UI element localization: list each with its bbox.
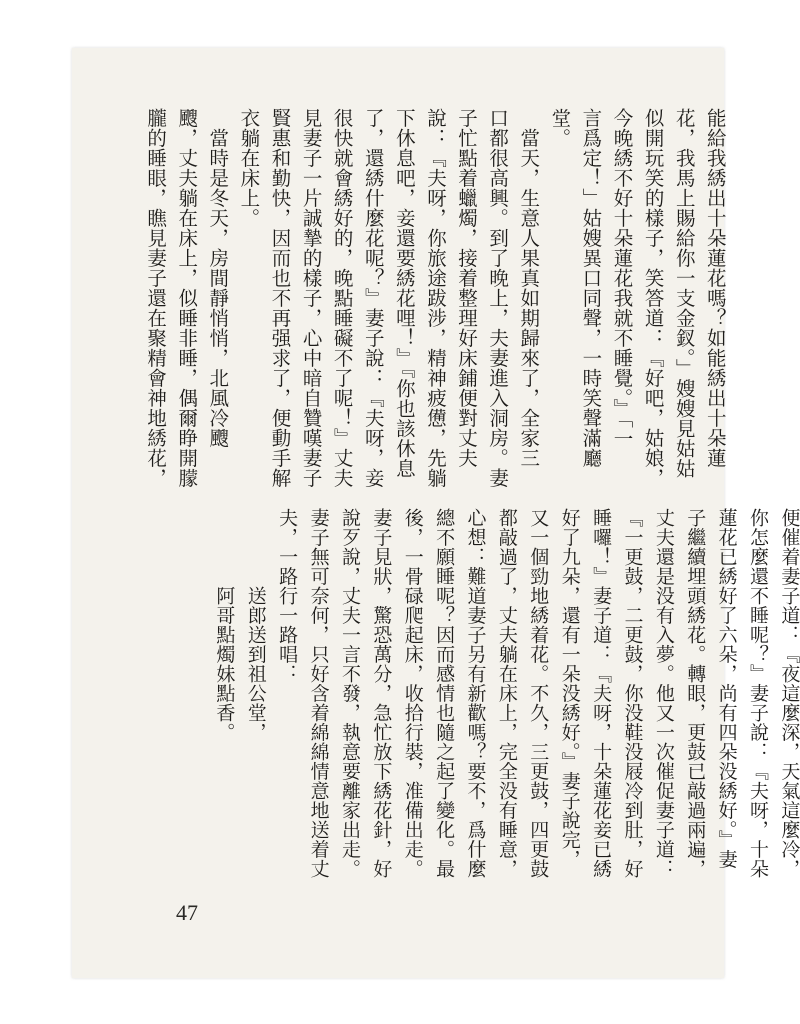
text-line: 丈夫還是没有入夢。他又一次催促妻子道： [652,508,675,879]
text-line: 說：『夫呀，你旅途跋涉，精神疲憊，先躺 [423,108,447,488]
text-line: 衣躺在床上。 [237,108,261,228]
text-line: 言爲定！」姑嫂異口同聲，一時笑聲滿廳 [579,108,603,468]
text-line: 妻子見狀，驚恐萬分，急忙放下綉花針，好 [370,508,393,879]
text-line: 子忙點着蠟燭，接着整理好床鋪便對丈夫 [455,108,479,468]
text-line: 口都很高興。到了晚上，夫妻進入洞房。妻 [486,108,510,488]
text-line: 夫，一路行一路唱： [276,508,299,684]
text-line: 見妻子一片誠摯的樣子，心中暗自贊嘆妻子 [299,108,323,488]
text-line: 心想：難道妻子另有新歡嗎？要不，爲什麼 [464,508,487,879]
text-line: 似開玩笑的樣子，笑答道：『好吧，姑娘， [641,108,665,488]
text-line: 能給我綉出十朵蓮花嗎？如能綉出十朵蓮 [703,108,727,468]
text-line: 當時是冬天，房間靜悄悄，北風冷颼 [206,108,230,448]
song-line: 阿哥點燭妹點香。 [213,508,236,742]
lower-text-block [202,508,798,978]
text-line: 當天，生意人果真如期歸來了，全家三 [517,108,541,468]
text-line: 子繼續埋頭綉花。轉眼，更鼓已敲過兩遍， [684,508,707,879]
text-line: 說歹說，丈夫一言不發，執意要離家出走。 [338,508,361,879]
text-line: 總不願睡呢？因而感情也隨之起了變化。最 [433,508,456,879]
text-line: 便催着妻子道：『夜這麼深，天氣這麼冷， [778,508,800,879]
text-line: 都敲過了，丈夫躺在床上，完全没有睡意， [495,508,518,879]
text-line: 花，我馬上賜給你一支金釵。」嫂嫂見姑姑 [672,108,696,479]
text-line: 蓮花已綉好了六朵，尚有四朵没綉好。』妻 [715,508,738,869]
text-line: 今晚綉不好十朵蓮花我就不睡覺。』「一 [610,108,634,449]
text-line: 『一更鼓，二更鼓，你没鞋没屐冷到肚，好 [621,508,644,879]
text-line: 朧的睡眼，瞧見妻子還在聚精會神地綉花， [144,108,168,488]
song-line: 送郎送到祖公堂， [244,508,267,742]
text-line: 了，還綉什麼花呢？』妻子說：『夫呀，妾 [361,108,385,488]
text-line: 很快就會綉好的，晚點睡礙不了呢！』丈夫 [330,108,354,488]
text-line: 颼，丈夫躺在床上，似睡非睡，偶爾睁開朦 [175,108,199,488]
book-page [72,48,800,978]
text-line: 好了九朵，還有一朵没綉好。』妻子說完， [558,508,581,869]
text-line: 後，一骨碌爬起床，收拾行裝，准備出走。 [401,508,424,879]
text-line: 妻子無可奈何，只好含着綿綿情意地送着丈 [307,508,330,879]
text-line: 睡囉！』妻子道：『夫呀，十朵蓮花妾已綉 [590,508,613,879]
page-number: 47 [176,900,198,925]
text-line: 賢惠和勤快，因而也不再强求了，便動手解 [268,108,292,488]
text-line: 下休息吧，妾還要綉花哩！』『你也該休息 [392,108,416,479]
text-line: 堂。 [548,108,572,148]
text-line: 你怎麼還不睡呢？』妻子說：『夫呀，十朵 [747,508,770,879]
text-line: 又一個勁地綉着花。不久，三更鼓，四更鼓 [527,508,550,879]
